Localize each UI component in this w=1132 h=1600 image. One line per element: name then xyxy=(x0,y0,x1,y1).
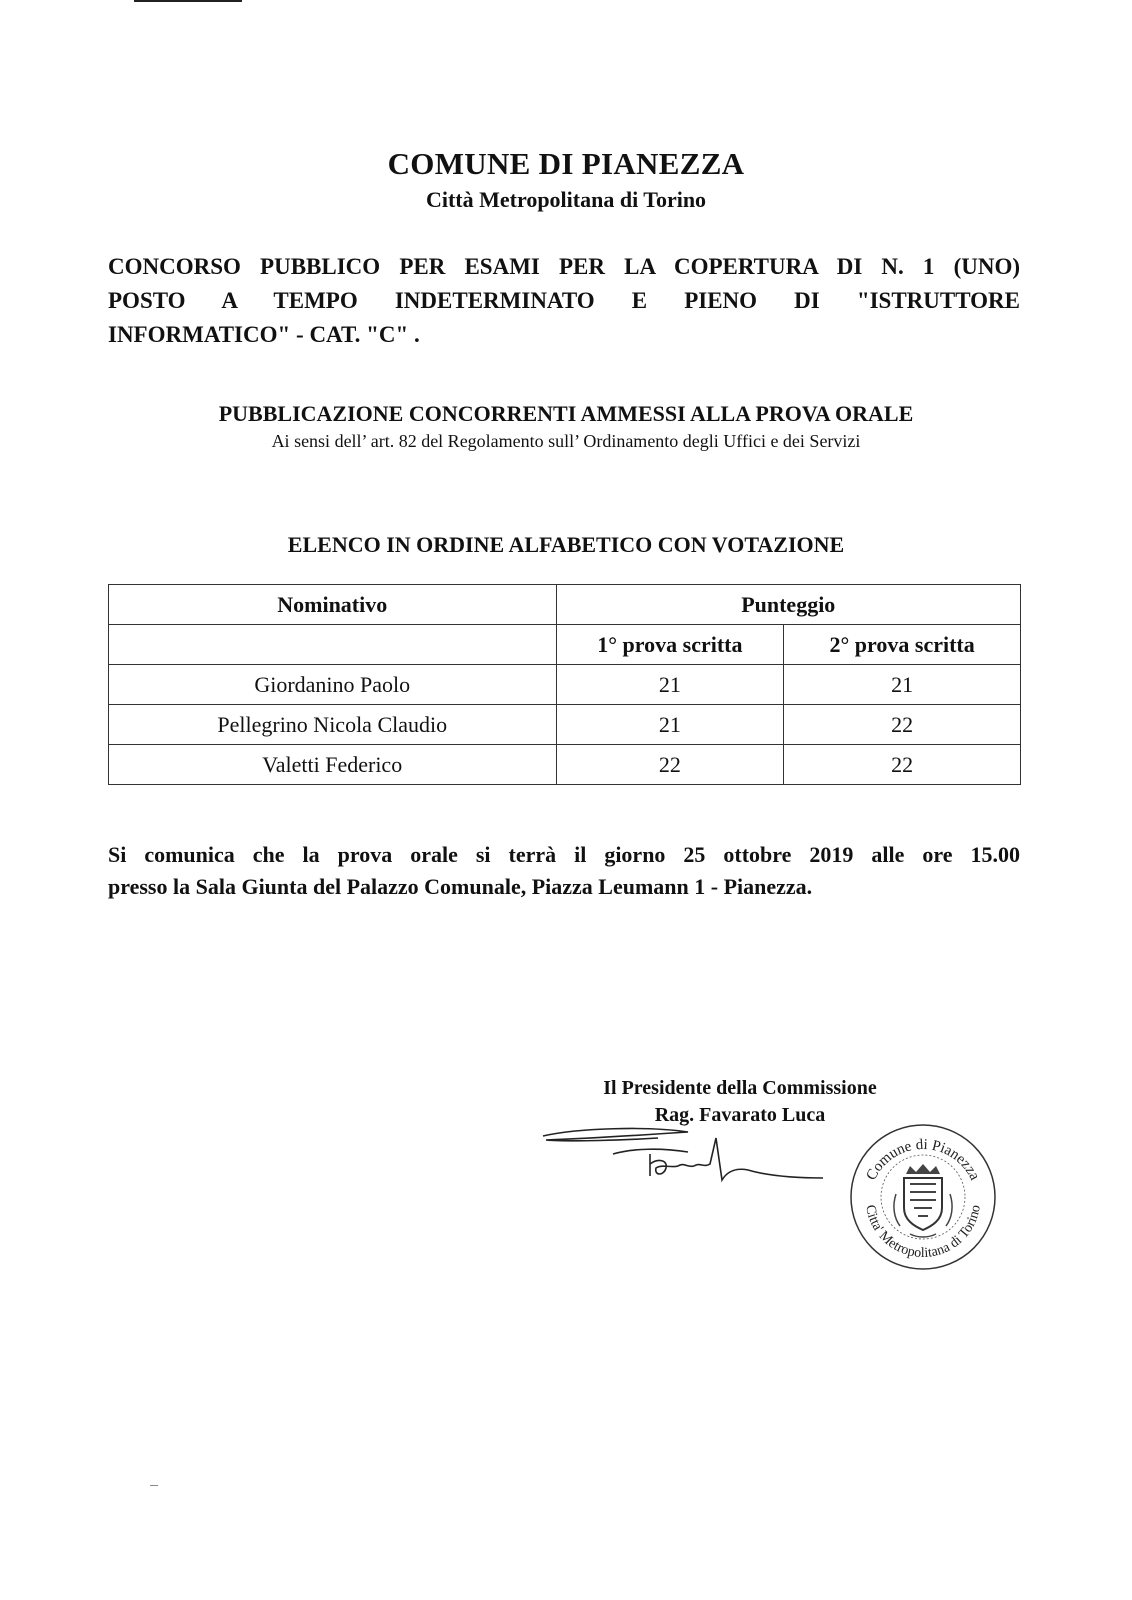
table-row xyxy=(109,665,1021,705)
header-name: Nominativo xyxy=(109,585,557,625)
first-test-score: 21 xyxy=(556,705,784,745)
first-test-score: 21 xyxy=(556,665,784,705)
first-test-score: 22 xyxy=(556,745,784,785)
notice-line-2: presso la Sala Giunta del Palazzo Comunale, Piazza Leumann 1 - Pianezza. xyxy=(108,874,813,899)
table-header-row xyxy=(109,585,1021,625)
scan-top-mark xyxy=(134,0,242,2)
second-test-score: 21 xyxy=(784,665,1021,705)
header-second-test: 2° prova scritta xyxy=(784,625,1021,665)
contest-description xyxy=(108,250,1020,352)
candidate-name: Giordanino Paolo xyxy=(109,665,557,705)
regulation-reference: Ai sensi dell’ art. 82 del Regolamento sull’ Ordinamento degli Uffici e dei Servizi xyxy=(271,431,861,451)
notice-line-1: Si comunica che la prova orale si terrà il giorno 25 ottobre 2019 alle ore 15.00 xyxy=(108,842,1020,867)
document-title: COMUNE DI PIANEZZA xyxy=(387,146,745,181)
candidate-name: Valetti Federico xyxy=(109,745,557,785)
handwritten-signature xyxy=(538,1118,838,1208)
publication-title: PUBBLICAZIONE CONCORRENTI AMMESSI ALLA PROVA ORALE xyxy=(218,401,914,426)
oral-exam-notice xyxy=(108,839,1020,903)
second-test-score: 22 xyxy=(784,745,1021,785)
header-first-test: 1° prova scritta xyxy=(556,625,784,665)
header-empty xyxy=(109,625,557,665)
signatory-role: Il Presidente della Commissione xyxy=(603,1077,877,1099)
document-subtitle: Città Metropolitana di Torino xyxy=(425,187,707,212)
contest-line-1: CONCORSO PUBBLICO PER ESAMI PER LA COPERTURA DI N. 1 (UNO) xyxy=(108,254,1020,279)
contest-line-2: POSTO A TEMPO INDETERMINATO E PIENO DI "ISTRUTTORE xyxy=(108,288,1020,313)
table-row xyxy=(109,705,1021,745)
scan-stray-mark xyxy=(150,1485,158,1486)
header-score: Punteggio xyxy=(556,585,1021,625)
contest-line-3: INFORMATICO" - CAT. "C" . xyxy=(108,322,420,347)
scores-table xyxy=(108,584,1021,785)
svg-text:Comune di Pianezza: Comune di Pianezza xyxy=(863,1136,983,1183)
table-row xyxy=(109,745,1021,785)
signatory-name: Rag. Favarato Luca xyxy=(654,1104,826,1126)
table-subheader-row xyxy=(109,625,1021,665)
municipal-seal xyxy=(848,1122,998,1272)
svg-text:Citta' Metropolitana di Torino: Citta' Metropolitana di Torino xyxy=(862,1203,984,1262)
list-heading: ELENCO IN ORDINE ALFABETICO CON VOTAZIONE xyxy=(287,532,845,557)
candidate-name: Pellegrino Nicola Claudio xyxy=(109,705,557,745)
second-test-score: 22 xyxy=(784,705,1021,745)
